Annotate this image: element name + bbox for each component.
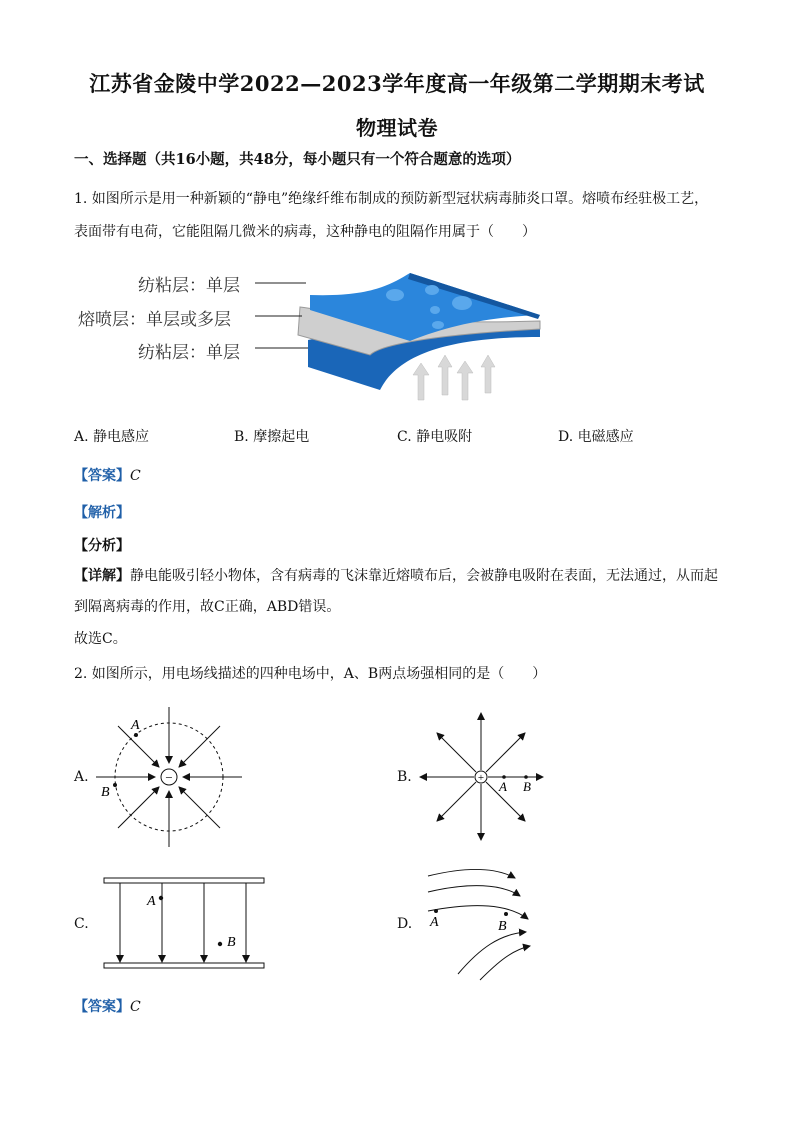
q1-option-b: B. 摩擦起电: [234, 429, 310, 445]
point-b-dot: [504, 912, 508, 916]
page-title: 江苏省金陵中学2022—2023学年度高一年级第二学期期末考试: [89, 71, 705, 96]
point-a-dot: [134, 733, 138, 737]
label-bottom-layer: 纺粘层：单层: [138, 343, 240, 363]
point-a-label: A: [499, 779, 507, 794]
q1-fenxi-tag: 【分析】: [74, 538, 130, 554]
answer-tag: 【答案】: [74, 999, 130, 1015]
q1-option-d: D. 电磁感应: [558, 429, 634, 445]
point-b-dot: [218, 942, 222, 946]
detail-tag: 【详解】: [74, 568, 130, 584]
point-a-dot: [159, 896, 163, 900]
q2-figure-a: [94, 705, 244, 850]
answer-value: C: [130, 468, 141, 484]
q1-stem-line2: 表面带有电荷，它能阻隔几微米的病毒，这种静电的阻隔作用属于（ ）: [74, 224, 536, 240]
droplet: [430, 306, 440, 314]
charge-sign-positive: +: [477, 772, 485, 784]
answer-value: C: [130, 999, 141, 1015]
section-heading: 一、选择题（共16小题，共48分，每小题只有一个符合题意的选项）: [74, 151, 521, 168]
point-b-label: B: [498, 919, 507, 934]
q2-figure-b: [415, 710, 550, 845]
answer-tag: 【答案】: [74, 468, 130, 484]
q1-stem-line1: 1. 如图所示是用一种新颖的“静电”绝缘纤维布制成的预防新型冠状病毒肺炎口罩。熔喷布经驻极工艺，: [74, 191, 709, 207]
q2-option-c-label: C.: [74, 916, 89, 932]
point-a-label: A: [430, 915, 439, 930]
q2-stem: 2. 如图所示，用电场线描述的四种电场中，A、B两点场强相同的是（ ）: [74, 666, 547, 682]
label-top-layer: 纺粘层：单层: [138, 276, 240, 296]
q1-figure: [70, 255, 550, 405]
q1-choose: 故选C。: [74, 631, 127, 647]
bottom-plate: [104, 963, 264, 968]
q1-option-a: A. 静电感应: [74, 429, 150, 445]
point-b-dot: [113, 783, 117, 787]
airflow-arrows: [413, 355, 495, 400]
point-a-dot: [434, 909, 438, 913]
q1-detail-line2: 到隔离病毒的作用，故C正确，ABD错误。: [74, 599, 341, 615]
point-a-label: A: [131, 718, 140, 733]
q1-answer: [74, 466, 141, 486]
q2-option-b-label: B.: [397, 769, 412, 785]
droplet: [452, 296, 472, 310]
q1-option-c: C. 静电吸附: [397, 429, 473, 445]
droplet: [386, 289, 404, 301]
point-b-label: B: [101, 785, 110, 800]
point-a-label: A: [147, 894, 156, 909]
q1-analysis-tag: 【解析】: [74, 505, 130, 521]
point-b-label: B: [227, 935, 236, 950]
q2-answer: [74, 997, 141, 1017]
top-plate: [104, 878, 264, 883]
label-middle-layer: 熔喷层：单层或多层: [78, 310, 231, 330]
droplet: [432, 321, 444, 329]
droplet: [425, 285, 439, 295]
q2-option-d-label: D.: [397, 916, 413, 932]
charge-sign-negative: −: [165, 770, 173, 785]
page-subtitle: 物理试卷: [356, 116, 438, 140]
q2-figure-d: [420, 862, 540, 982]
curved-field-lines: [428, 869, 530, 980]
q2-option-a-label: A.: [74, 769, 89, 785]
point-b-label: B: [523, 779, 531, 794]
uniform-field-lines: [120, 883, 246, 962]
q2-figure-c: [100, 874, 270, 974]
q1-detail-line1: 【详解】静电能吸引轻小物体，含有病毒的飞沫靠近熔喷布后，会被静电吸附在表面，无法通过，从而起: [74, 568, 718, 584]
